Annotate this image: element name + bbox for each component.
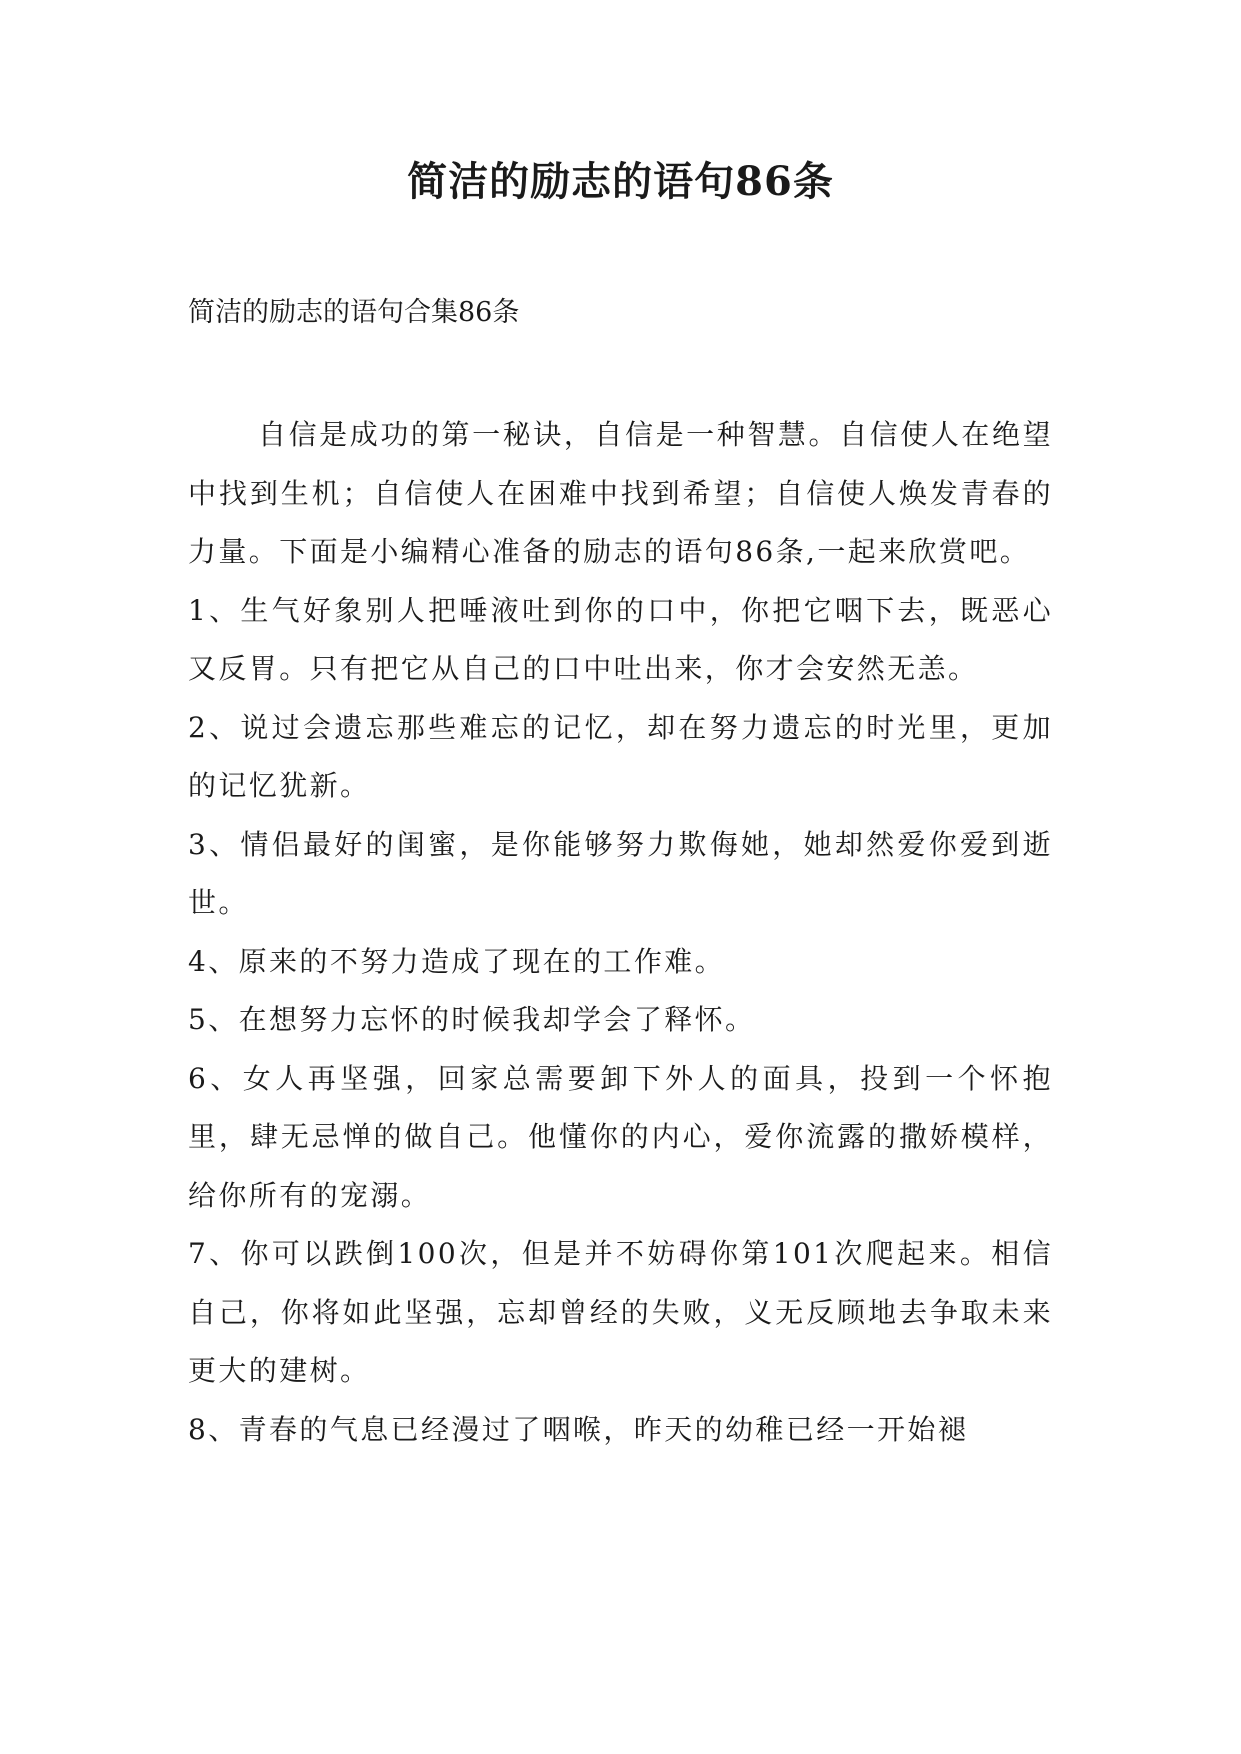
quote-item-3: 3、情侣最好的闺蜜，是你能够努力欺侮她，她却然爱你爱到逝世。 (188, 827, 1053, 919)
quote-item-5: 5、在想努力忘怀的时候我却学会了释怀。 (188, 1003, 756, 1036)
intro-paragraph: 自信是成功的第一秘诀，自信是一种智慧。自信使人在绝望中找到生机；自信使人在困难中找到希望；自信使人焕发青春的力量。下面是小编精心准备的励志的语句86条,一起来欣赏吧。 (188, 418, 1053, 568)
quote-item-2: 2、说过会遗忘那些难忘的记忆，却在努力遗忘的时光里，更加的记忆犹新。 (188, 710, 1053, 802)
document-body (188, 406, 1053, 1459)
quote-item-1: 1、生气好象别人把唾液吐到你的口中，你把它咽下去，既恶心又反胃。只有把它从自己的口中吐出来，你才会安然无恙。 (188, 593, 1053, 685)
document-title: 简洁的励志的语句86条 (407, 158, 834, 205)
quote-item-8: 8、青春的气息已经漫过了咽喉，昨天的幼稚已经一开始褪 (188, 1412, 969, 1446)
document-subtitle: 简洁的励志的语句合集86条 (188, 297, 520, 328)
quote-item-6: 6、女人再坚强，回家总需要卸下外人的面具，投到一个怀抱里，肆无忌惮的做自己。他懂你的内心，爱你流露的撒娇模样，给你所有的宠溺。 (188, 1061, 1053, 1212)
quote-item-4: 4、原来的不努力造成了现在的工作难。 (188, 944, 726, 978)
quote-item-7: 7、你可以跌倒100次，但是并不妨碍你第101次爬起来。相信自己，你将如此坚强，忘却曾经的失败，义无反顾地去争取未来更大的建树。 (188, 1237, 1053, 1387)
